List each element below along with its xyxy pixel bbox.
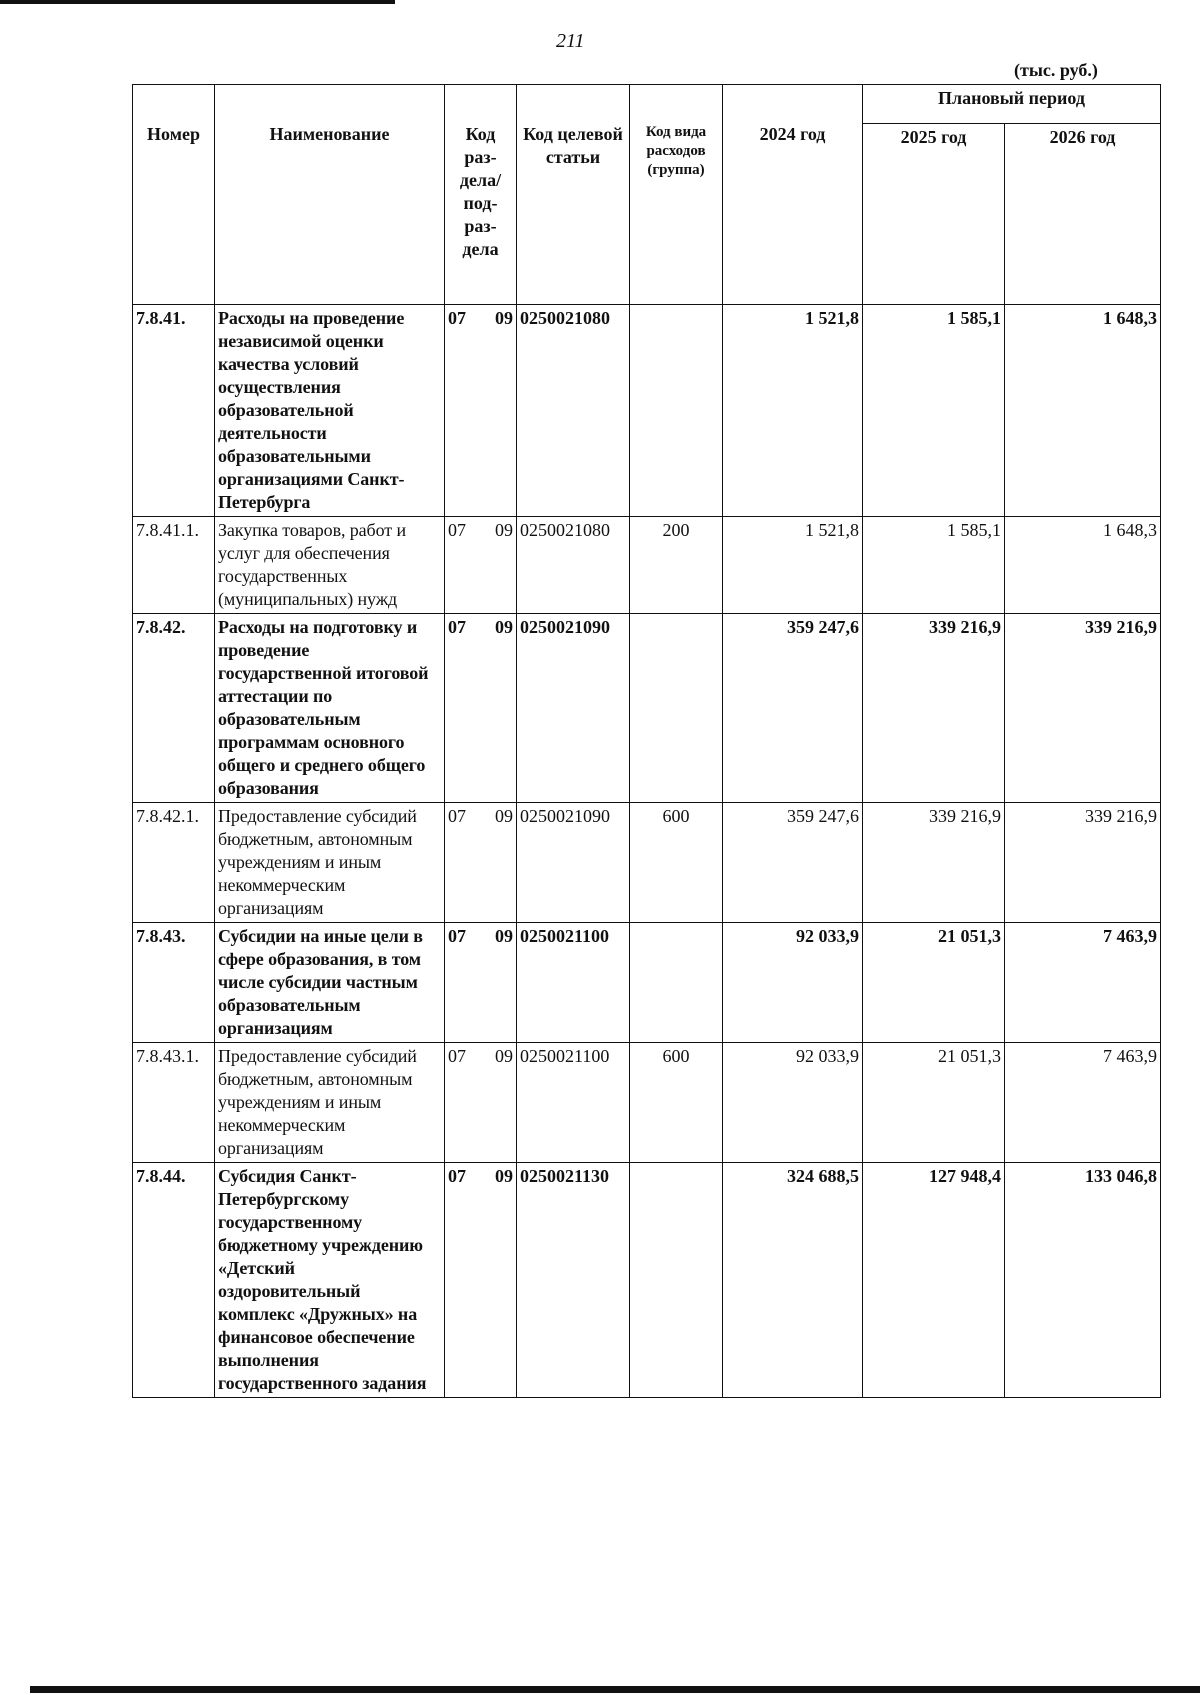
budget-table [132,84,1161,1398]
row-amount-2025: 21 051,3 [863,1043,1005,1163]
row-number: 7.8.44. [133,1163,215,1398]
table-row [133,1043,1161,1163]
row-name: Субсидия Санкт-Петербургскому государственному бюджетному учреждению «Детский оздоровительный комплекс «Дружных» на финансовое обеспечение выполнения государственного задания [215,1163,445,1398]
header-planned-period: Плановый период [863,85,1161,124]
row-target-code: 0250021090 [517,614,630,803]
row-section: 07 [448,806,466,826]
row-amount-2026: 7 463,9 [1005,923,1161,1043]
row-section: 07 [448,520,466,540]
row-section-code [445,1043,517,1163]
row-subsection: 09 [495,617,513,637]
header-year-2024: 2024 год [723,85,863,305]
row-section: 07 [448,926,466,946]
table-row [133,614,1161,803]
row-name: Расходы на подготовку и проведение государственной итоговой аттестации по образовательным программам основного общего и среднего общего образования [215,614,445,803]
row-name: Предоставление субсидий бюджетным, автономным учреждениям и иным некоммерческим организациям [215,803,445,923]
row-amount-2024: 92 033,9 [723,1043,863,1163]
row-amount-2026: 339 216,9 [1005,614,1161,803]
row-number: 7.8.41.1. [133,517,215,614]
row-expense-type [630,614,723,803]
units-label: (тыс. руб.) [1014,60,1098,80]
row-amount-2026: 1 648,3 [1005,517,1161,614]
row-subsection: 09 [495,308,513,328]
row-amount-2026: 339 216,9 [1005,803,1161,923]
row-subsection: 09 [495,1166,513,1186]
row-subsection: 09 [495,1046,513,1066]
row-number: 7.8.42. [133,614,215,803]
row-name: Расходы на проведение независимой оценки качества условий осуществления образовательной деятельности образовательными организациями Санкт-Петербурга [215,305,445,517]
table-row [133,1163,1161,1398]
row-expense-type: 600 [630,1043,723,1163]
row-number: 7.8.41. [133,305,215,517]
top-rule [0,0,395,4]
row-amount-2025: 127 948,4 [863,1163,1005,1398]
row-expense-type [630,923,723,1043]
row-target-code: 0250021130 [517,1163,630,1398]
row-number: 7.8.42.1. [133,803,215,923]
row-section: 07 [448,617,466,637]
row-amount-2025: 339 216,9 [863,803,1005,923]
row-section-code [445,923,517,1043]
row-target-code: 0250021080 [517,305,630,517]
row-amount-2025: 339 216,9 [863,614,1005,803]
table-row [133,517,1161,614]
row-subsection: 09 [495,806,513,826]
page-number: 211 [556,30,585,52]
row-amount-2024: 1 521,8 [723,305,863,517]
bottom-rule [30,1686,1200,1693]
row-section-code [445,1163,517,1398]
header-expense-type: Код вида расходов (группа) [630,85,723,305]
header-name: Наименование [215,85,445,305]
row-amount-2024: 324 688,5 [723,1163,863,1398]
row-section: 07 [448,308,466,328]
row-name: Предоставление субсидий бюджетным, автономным учреждениям и иным некоммерческим организациям [215,1043,445,1163]
row-name: Закупка товаров, работ и услуг для обеспечения государственных (муниципальных) нужд [215,517,445,614]
table-header [133,85,1161,305]
row-expense-type: 200 [630,517,723,614]
row-amount-2025: 1 585,1 [863,517,1005,614]
row-amount-2026: 133 046,8 [1005,1163,1161,1398]
row-section-code [445,305,517,517]
row-target-code: 0250021100 [517,923,630,1043]
row-amount-2026: 1 648,3 [1005,305,1161,517]
row-expense-type [630,305,723,517]
row-section-code [445,517,517,614]
row-amount-2024: 92 033,9 [723,923,863,1043]
row-amount-2026: 7 463,9 [1005,1043,1161,1163]
row-target-code: 0250021090 [517,803,630,923]
row-section-code [445,614,517,803]
row-amount-2024: 359 247,6 [723,803,863,923]
row-section: 07 [448,1166,466,1186]
row-name: Субсидии на иные цели в сфере образования, в том числе субсидии частным образовательным организациям [215,923,445,1043]
row-target-code: 0250021100 [517,1043,630,1163]
row-target-code: 0250021080 [517,517,630,614]
row-expense-type [630,1163,723,1398]
table-row [133,923,1161,1043]
header-target-code: Код целевой статьи [517,85,630,305]
row-number: 7.8.43.1. [133,1043,215,1163]
row-section: 07 [448,1046,466,1066]
row-amount-2024: 1 521,8 [723,517,863,614]
table-row [133,803,1161,923]
header-year-2025: 2025 год [863,124,1005,305]
row-subsection: 09 [495,926,513,946]
header-year-2026: 2026 год [1005,124,1161,305]
table-body [133,305,1161,1398]
row-expense-type: 600 [630,803,723,923]
row-amount-2025: 1 585,1 [863,305,1005,517]
table-row [133,305,1161,517]
row-amount-2025: 21 051,3 [863,923,1005,1043]
row-subsection: 09 [495,520,513,540]
row-section-code [445,803,517,923]
header-number: Номер [133,85,215,305]
row-number: 7.8.43. [133,923,215,1043]
header-section-code: Код раз-дела/ под-раз-дела [445,85,517,305]
row-amount-2024: 359 247,6 [723,614,863,803]
